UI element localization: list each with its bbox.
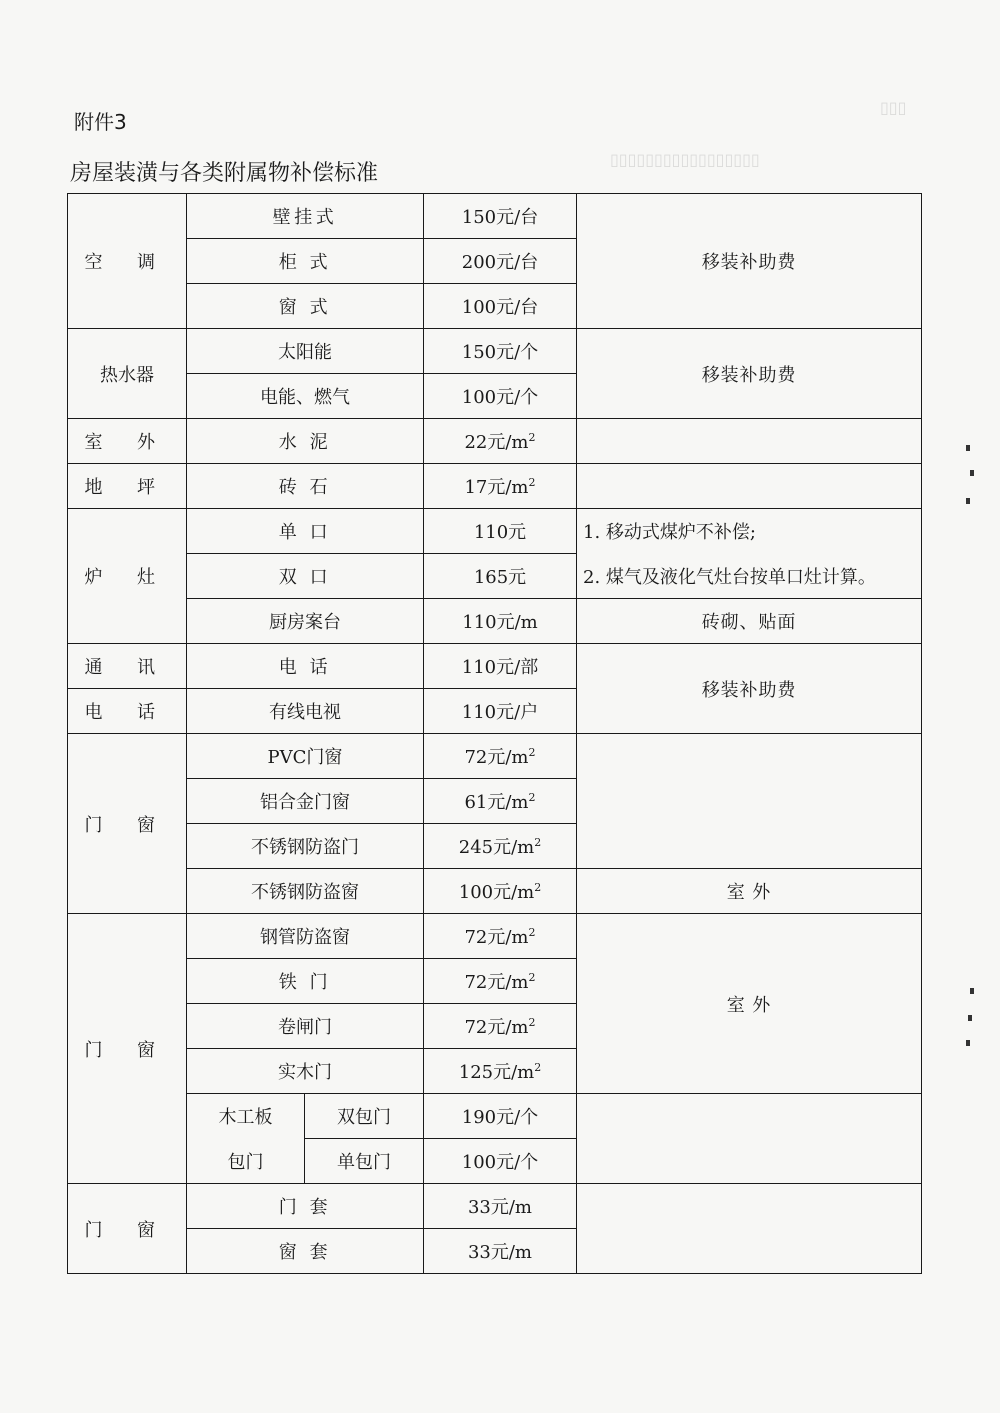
item-name: 卷闸门 [187,1004,424,1049]
item-name: 钢管防盗窗 [187,914,424,959]
note-cell: 1. 移动式煤炉不补偿; [577,509,922,554]
item-price: 33元/m [424,1184,577,1229]
item-price: 22元$/m^2$ [424,419,577,464]
item-price: 125元$/m^2$ [424,1049,577,1094]
note-cell [577,1094,922,1184]
item-price: 100元/个 [424,1139,577,1184]
note-cell [577,1184,922,1274]
item-name: 有线电视 [187,689,424,734]
bleed-through-mark: ▯▯▯▯▯▯▯▯▯▯▯▯▯▯▯▯▯ [610,150,760,169]
item-name: 双包门 [305,1094,424,1139]
item-price: 72元$/m^2$ [424,959,577,1004]
bleed-through-mark: ▯▯▯ [880,98,907,117]
note-cell: 移装补助费 [577,644,922,734]
item-price: 72元$/m^2$ [424,1004,577,1049]
margin-mark [966,1040,970,1046]
item-name: 太阳能 [187,329,424,374]
item-price: 61元$/m^2$ [424,779,577,824]
item-price: 190元/个 [424,1094,577,1139]
table-row [68,329,922,374]
margin-mark [970,470,974,476]
item-name: 不锈钢防盗门 [187,824,424,869]
item-price: 150元/个 [424,329,577,374]
note-cell: 移装补助费 [577,194,922,329]
category-cell: 电 话 [68,689,187,734]
item-price: 72元$/m^2$ [424,914,577,959]
note-cell: 2. 煤气及液化气灶台按单口灶计算。 [577,554,922,599]
document-title: 房屋装潢与各类附属物补偿标准 [70,161,379,186]
sub-category-cell: 木工板 [187,1094,305,1139]
margin-mark [966,445,970,451]
item-price: 165元 [424,554,577,599]
item-name: 双 口 [187,554,424,599]
margin-mark [970,988,974,994]
margin-mark [968,1015,972,1021]
item-name: 水 泥 [187,419,424,464]
item-name: 实木门 [187,1049,424,1094]
item-price: 110元 [424,509,577,554]
table-row [68,554,922,599]
table-row [68,914,922,959]
item-name: 单 口 [187,509,424,554]
item-name: 电 话 [187,644,424,689]
item-name: 门 套 [187,1184,424,1229]
item-name: 窗 式 [187,284,424,329]
item-price: 100元/个 [424,374,577,419]
item-price: 17元$/m^2$ [424,464,577,509]
item-price: 72元$/m^2$ [424,734,577,779]
item-name: 窗 套 [187,1229,424,1274]
table-row [68,419,922,464]
category-cell: 炉 灶 [68,509,187,644]
note-cell: 砖砌、贴面 [577,599,922,644]
note-cell: 室 外 [577,914,922,1094]
item-name: 砖 石 [187,464,424,509]
item-price: 100元/台 [424,284,577,329]
item-price: 245元$/m^2$ [424,824,577,869]
item-name: 铁 门 [187,959,424,1004]
item-name: 不锈钢防盗窗 [187,869,424,914]
table-row [68,869,922,914]
item-name: 柜 式 [187,239,424,284]
note-cell [577,464,922,509]
category-cell: 室 外 [68,419,187,464]
sub-category-cell: 包门 [187,1139,305,1184]
table-row [68,1184,922,1229]
category-cell: 地 坪 [68,464,187,509]
compensation-table [67,193,922,1274]
item-name: PVC门窗 [187,734,424,779]
note-cell [577,419,922,464]
table-row [68,644,922,689]
item-name: 单包门 [305,1139,424,1184]
item-price: 110元/部 [424,644,577,689]
category-cell: 门 窗 [68,734,187,914]
table-row [68,509,922,554]
table-row [68,464,922,509]
note-cell: 移装补助费 [577,329,922,419]
note-cell [577,734,922,869]
category-cell: 门 窗 [68,1184,187,1274]
table-row [68,194,922,239]
table-row [68,1094,922,1139]
item-name: 电能、燃气 [187,374,424,419]
note-cell: 室 外 [577,869,922,914]
table-row [68,734,922,779]
category-cell: 热水器 [68,329,187,419]
margin-mark [966,498,970,504]
item-name: 铝合金门窗 [187,779,424,824]
category-cell: 空 调 [68,194,187,329]
category-cell: 门 窗 [68,914,187,1184]
item-name: 厨房案台 [187,599,424,644]
item-price: 110元/户 [424,689,577,734]
annex-label: 附件3 [74,110,127,134]
item-name: 壁挂式 [187,194,424,239]
table-row [68,599,922,644]
category-cell: 通 讯 [68,644,187,689]
item-price: 110元/m [424,599,577,644]
item-price: 200元/台 [424,239,577,284]
item-price: 150元/台 [424,194,577,239]
item-price: 33元/m [424,1229,577,1274]
item-price: 100元$/m^2$ [424,869,577,914]
